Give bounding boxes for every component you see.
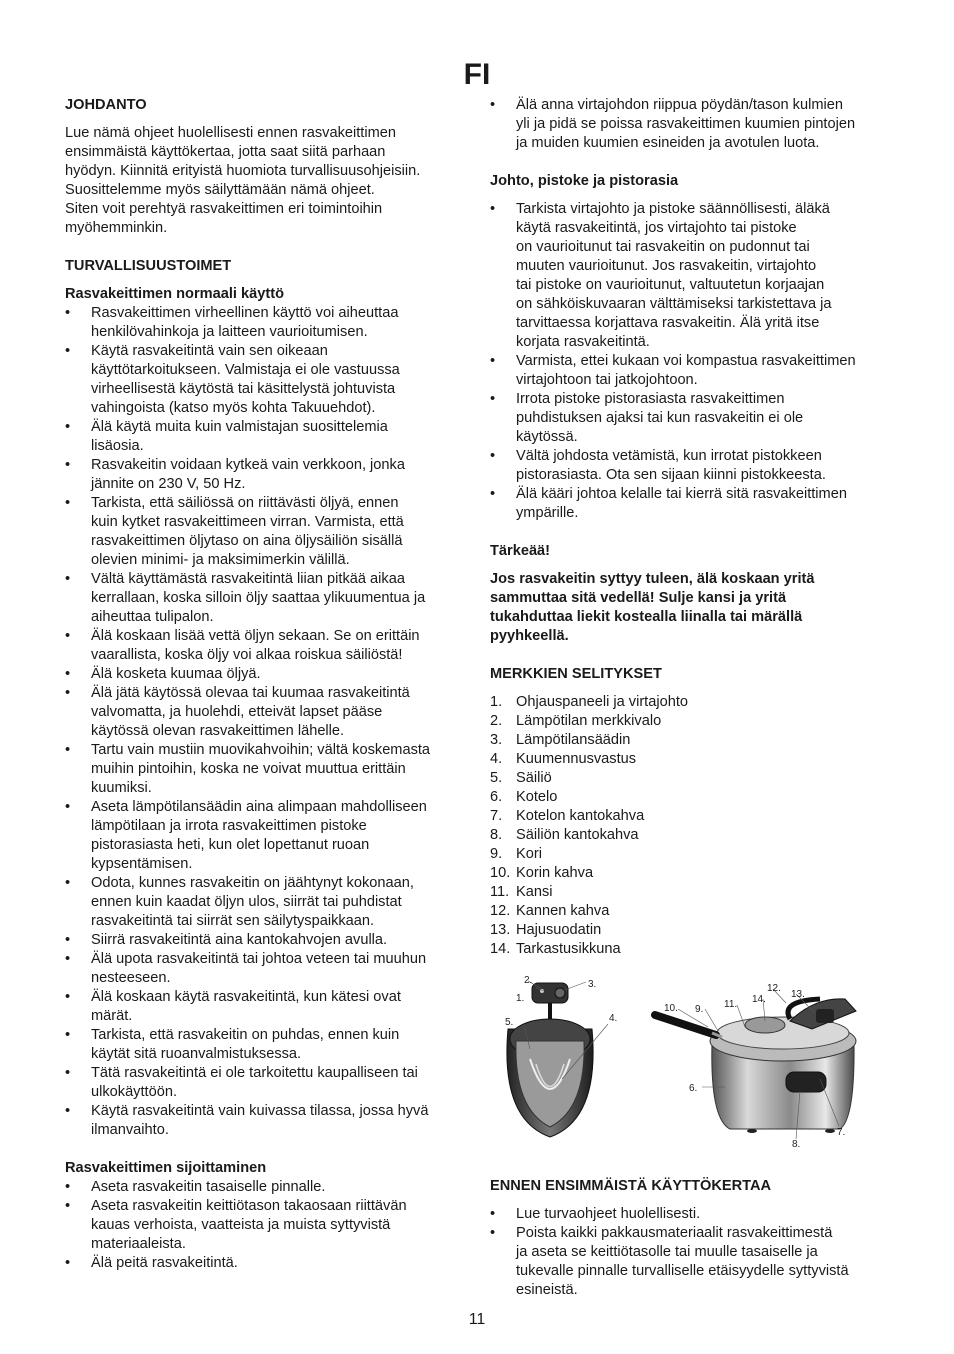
callout-5: 5.	[505, 1017, 514, 1028]
callout-4: 4.	[609, 1013, 618, 1024]
list-item: • Aseta lämpötilansäädin aina alimpaan mahdolliseen lämpötilaan ja irrota rasvakeittimen pistoke pistorasiasta heti, kun olet lopettanut ruoan kypsentämisen.	[65, 798, 465, 874]
callout-2: 2.	[524, 975, 533, 986]
list-item: • Älä koskaan lisää vettä öljyn sekaan. Se on erittäin vaarallista, koska öljy voi alkaa roiskua säiliöstä!	[65, 627, 465, 665]
list-item: • Vältä käyttämästä rasvakeitintä liian pitkää aikaa kerrallaan, koska silloin öljy saattaa ylikuumentua ja aiheuttaa tulipalon.	[65, 570, 465, 627]
list-item: • Aseta rasvakeitin tasaiselle pinnalle.	[65, 1178, 465, 1197]
intro-text: Lue nämä ohjeet huolellisesti ennen rasvakeittimen ensimmäistä käyttökertaa, jotta saat siitä parhaan hyödyn. Kiinnitä erityistä huomiota turvallisuusohjeisiin. Suosittelemme myös säilyttämään nämä ohjeet. Siten voit perehtyä rasvakeittimen eri toimintoihin myöhemminkin.	[65, 125, 421, 236]
legend-item: 9. Kori	[490, 846, 542, 862]
callout-14: 14.	[752, 994, 766, 1005]
cord-list	[490, 200, 890, 523]
legend-item: 5. Säiliö	[490, 770, 552, 786]
cord-hanging-list	[490, 96, 890, 153]
callout-6: 6.	[689, 1083, 698, 1094]
list-item: • Aseta rasvakeitin keittiötason takaosaan riittävän kauas verhoista, vaatteista ja muista syttyvistä materiaaleista.	[65, 1197, 465, 1254]
legend-list	[490, 693, 890, 959]
callout-11: 11.	[724, 999, 738, 1010]
legend-item: 11. Kansi	[490, 884, 553, 900]
callout-12: 12.	[767, 983, 781, 994]
legend-item: 12. Kannen kahva	[490, 903, 610, 919]
legend-item: 1. Ohjauspaneeli ja virtajohto	[490, 694, 688, 710]
list-item: • Rasvakeittimen virheellinen käyttö voi aiheuttaa henkilövahinkoja ja laitteen vaurioitumisen.	[65, 304, 465, 342]
fryer-top-view	[507, 983, 593, 1137]
intro-title: JOHDANTO	[65, 97, 147, 113]
important-heading: Tärkeää!	[490, 543, 551, 559]
list-item: • Älä koskaan käytä rasvakeitintä, kun kätesi ovat märät.	[65, 988, 465, 1026]
list-item: • Tarkista, että rasvakeitin on puhdas, ennen kuin käytät sitä ruoanvalmistuksessa.	[65, 1026, 465, 1064]
list-item: • Tarkista virtajohto ja pistoke säännöllisesti, äläkä käytä rasvakeitintä, jos virtajohto tai pistoke on vaurioitunut tai rasvakeitin on pudonnut tai muuten vaurioitunut. Jos rasvakeitin, virtajohto tai pistoke on vaurioitunut, valtuutetun korjaajan on sähköiskuvaaran välttämiseksi tarkistettava ja tarvittaessa korjattava rasvakeitin. Älä yritä itse korjata rasvakeitintä.	[490, 200, 890, 352]
list-item: • Poista kaikki pakkausmateriaalit rasvakeittimestä ja aseta se keittiötasolle tai muulle tasaiselle ja tukevalle pinnalle turvalliselle etäisyydelle syttyvistä esineistä.	[490, 1224, 890, 1300]
placement-list	[65, 1178, 465, 1273]
list-item: • Tätä rasvakeitintä ei ole tarkoitettu kaupalliseen tai ulkokäyttöön.	[65, 1064, 465, 1102]
cord-heading: Johto, pistoke ja pistorasia	[490, 173, 679, 189]
list-item: • Vältä johdosta vetämistä, kun irrotat pistokkeen pistorasiasta. Ota sen sijaan kiinni pistokkeesta.	[490, 447, 890, 485]
list-item: • Irrota pistoke pistorasiasta rasvakeittimen puhdistuksen ajaksi tai kun rasvakeitin ei ole käytössä.	[490, 390, 890, 447]
legend-item: 7. Kotelon kantokahva	[490, 808, 645, 824]
list-item: • Käytä rasvakeitintä vain kuivassa tilassa, jossa hyvä ilmanvaihto.	[65, 1102, 465, 1140]
legend-item: 2. Lämpötilan merkkivalo	[490, 713, 662, 729]
fryer-illustration	[490, 969, 890, 1155]
page-number: 11	[468, 1311, 486, 1328]
safety-title: TURVALLISUUSTOIMET	[65, 258, 232, 274]
legend-item: 6. Kotelo	[490, 789, 558, 805]
list-item: • Älä kääri johtoa kelalle tai kierrä sitä rasvakeittimen ympärille.	[490, 485, 890, 523]
normal-use-heading: Rasvakeittimen normaali käyttö	[65, 286, 284, 302]
fryer-side-view	[655, 999, 856, 1133]
first-use-heading: ENNEN ENSIMMÄISTÄ KÄYTTÖKERTAA	[490, 1178, 772, 1194]
list-item: • Odota, kunnes rasvakeitin on jäähtynyt kokonaan, ennen kuin kaadat öljyn ulos, siirrät tai puhdistat rasvakeitintä tai siirrät sen säilytyspaikkaan.	[65, 874, 465, 931]
left-column	[65, 96, 465, 1273]
list-item: • Siirrä rasvakeitintä aina kantokahvojen avulla.	[65, 931, 465, 950]
callout-3: 3.	[588, 979, 597, 990]
list-item: • Älä anna virtajohdon riippua pöydän/tason kulmien yli ja pidä se poissa rasvakeittimen kuumien pintojen ja muiden kuumien esineiden ja avotulen luota.	[490, 96, 890, 153]
legend-item: 8. Säiliön kantokahva	[490, 827, 639, 843]
list-item: • Käytä rasvakeitintä vain sen oikeaan käyttötarkoitukseen. Valmistaja ei ole vastuussa virheellisestä käytöstä tai käsittelystä johtuvista vahingoista (katso myös kohta Takuuehdot).	[65, 342, 465, 418]
list-item: • Rasvakeitin voidaan kytkeä vain verkkoon, jonka jännite on 230 V, 50 Hz.	[65, 456, 465, 494]
callout-13: 13.	[791, 989, 805, 1000]
list-item: • Lue turvaohjeet huolellisesti.	[490, 1205, 890, 1224]
legend-item: 10. Korin kahva	[490, 865, 594, 881]
list-item: • Tarkista, että säiliössä on riittävästi öljyä, ennen kuin kytket rasvakeittimeen virran. Varmista, että rasvakeittimen öljytaso on aina öljysäiliön sisällä olevien minimi- ja maksimimerkin välillä.	[65, 494, 465, 570]
list-item: • Tartu vain mustiin muovikahvoihin; vältä koskemasta muihin pintoihin, koska ne voivat muuttua erittäin kuumiksi.	[65, 741, 465, 798]
callout-7: 7.	[837, 1127, 846, 1138]
fryer-drawing	[490, 969, 890, 1155]
list-item: • Älä kosketa kuumaa öljyä.	[65, 665, 465, 684]
legend-item: 3. Lämpötilansäädin	[490, 732, 631, 748]
callout-9: 9.	[695, 1004, 704, 1015]
legend-heading: MERKKIEN SELITYKSET	[490, 666, 662, 682]
list-item: • Älä upota rasvakeitintä tai johtoa veteen tai muuhun nesteeseen.	[65, 950, 465, 988]
first-use-list	[490, 1205, 890, 1300]
list-item: • Varmista, ettei kukaan voi kompastua rasvakeittimen virtajohtoon tai jatkojohtoon.	[490, 352, 890, 390]
callout-10: 10.	[664, 1003, 678, 1014]
list-item: • Älä peitä rasvakeitintä.	[65, 1254, 465, 1273]
callout-8: 8.	[792, 1139, 801, 1150]
right-column	[490, 96, 890, 1300]
normal-use-list	[65, 304, 465, 1140]
list-item: • Älä jätä käytössä olevaa tai kuumaa rasvakeitintä valvomatta, ja huolehdi, etteivät lapset pääse käytössä olevan rasvakeittimen lähelle.	[65, 684, 465, 741]
legend-item: 14. Tarkastusikkuna	[490, 941, 621, 957]
important-text: Jos rasvakeitin syttyy tuleen, älä koskaan yritä sammuttaa sitä vedellä! Sulje kansi ja yritä tukahduttaa liekit kostealla liinalla tai märällä pyyhkeellä.	[490, 571, 815, 644]
language-header: FI	[463, 58, 491, 91]
legend-item: 4. Kuumennusvastus	[490, 751, 637, 767]
legend-item: 13. Hajusuodatin	[490, 922, 602, 938]
callout-1: 1.	[516, 993, 525, 1004]
placement-heading: Rasvakeittimen sijoittaminen	[65, 1160, 267, 1176]
list-item: • Älä käytä muita kuin valmistajan suosittelemia lisäosia.	[65, 418, 465, 456]
